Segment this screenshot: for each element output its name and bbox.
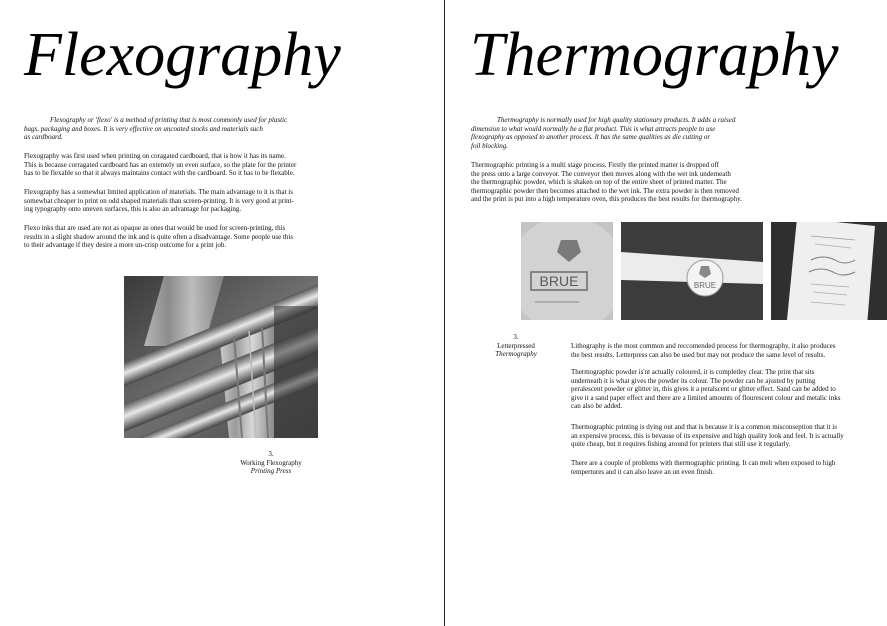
text-line: the best results. Letterpress can also be used but may not produce the same level of results. [571,350,826,359]
text-line: the press onto a large conveyor. The conveyor then moves along with the wet ink underneath [471,169,731,178]
caption-line: Working Flexography [240,458,302,467]
caption-number: 3. [513,333,519,341]
text-line: give it a sand paper effect and there are a limited amounts of flourescent colour and metalic inks [571,393,841,402]
caption-line: Thermography [495,350,537,359]
page-title-thermography: Thermography [470,21,839,89]
text-line: has to be flexable so that it always maintains contact with the cardboard. So it has to be flexable. [24,169,295,178]
text-line: to their advantage if they desire a more un-crisp outcome for a print job. [24,241,227,250]
text-line: Flexography or 'flexo' is a method of printing that is most commonly used for plastic [50,116,288,124]
text-line: quite cheap, but it requires fishing around for printers that still use it regularly. [571,440,791,449]
text-line: Thermography is normally used for high quality stationary products. It adds a raised [497,116,736,124]
text-line: Lithography is the most common and reccomended process for thermography, it also produces [571,342,836,350]
thermo-paragraph-5 [571,459,835,476]
text-line: peralescent powder or glitter in, this gives it a peralscent or glitter effect. Sand can be added to [571,385,836,394]
text-line: somewhat cheaper to print on odd shaped materials than screen-printing. It is very good at print- [24,196,294,205]
flexo-paragraph-2 [24,188,294,214]
text-line: This is because corragated cardboard has an extemely un even surface, so the plate for the printer [24,160,297,169]
text-line: Thermographic powder is'nt actually coloured, it is completley clear. The print that sits [571,368,815,376]
label-brand-text: BRUE [693,281,717,290]
flexo-paragraph-3 [24,224,293,250]
caption-number: 3. [268,450,274,458]
text-line: tempertures and it can also leave an un even finish. [571,467,715,476]
text-line: and the print is put into a high temperature oven, this produces the best results for thermography. [471,195,742,204]
text-line: as cardboard. [24,133,63,142]
text-line: Flexography was first used when printing on coragated cardboard, that is how it has its name. [24,152,286,160]
thermo-paragraph-2 [571,342,836,359]
page-title-flexography: Flexography [24,21,341,89]
thermo-paragraph-4 [571,423,844,449]
text-line: bags, packaging and boxes. It is very effective on uncoated stocks and materials such [24,124,263,133]
text-line: results in a slight shadow around the ink and is quite often a disadvantage. Some people use this [24,232,294,241]
text-line: thermographic powder then becomes attached to the wet ink. The extra powder is then removed [471,186,739,195]
text-line: an expensive process, this is bevause of its expensive and high quality look and feel. It is actually [571,431,844,440]
flexography-press-photo [124,276,318,438]
text-line: can also be added. [571,402,623,411]
thermo-intro [471,116,735,150]
thermography-caption [475,333,557,359]
caption-line: Letterpressed [497,341,535,350]
invitation-card-image [771,222,887,320]
label-band-image [621,222,763,320]
flexo-intro [24,116,287,142]
text-line: ing typography onto uneven surfaces, this is also an advantage for packaging. [24,205,242,214]
right-page [445,0,887,626]
flexo-paragraph-1 [24,152,296,178]
flexography-caption [221,450,321,476]
caption-line: Printing Press [250,467,292,476]
coaster-brand-text: BRUE [539,273,579,289]
text-line: foil blocking. [471,141,508,150]
text-line: Thermographic printing is a multi stage process. Firstly the printed matter is dropped off [471,161,719,169]
text-line: dimension to what would normally be a flat product. This is what attracts people to use [471,124,716,133]
text-line: flexography as opposed to another process. It has the same qualities as die cutting or [471,133,711,142]
thermography-label-photo [621,222,763,320]
text-line: Flexo inks that are used are not as opaque as ones that would be used for screen-printing, this [24,224,286,232]
thermography-invitation-photo [771,222,887,320]
thermo-paragraph-1 [471,161,742,204]
thermography-coaster-photo [521,222,613,320]
press-rollers-image [124,276,318,438]
text-line: Thermographic printing is dying out and that is because it is a common misconseption that it is [571,423,837,431]
text-line: Flexography has a somewhat limited application of materials. The main advantage to it is that is [24,188,293,196]
text-line: There are a couple of problems with thermographic printing. It can melt when exposed to high [571,459,836,467]
text-line: underneath it is what gives the powder its colour. The powder can be ajusted by putting [571,376,816,385]
thermo-paragraph-3 [571,368,840,411]
coaster-image [521,222,613,320]
text-line: the thermographic powder, which is shaken on top of the entire sheet of printed matter. The [471,178,727,187]
